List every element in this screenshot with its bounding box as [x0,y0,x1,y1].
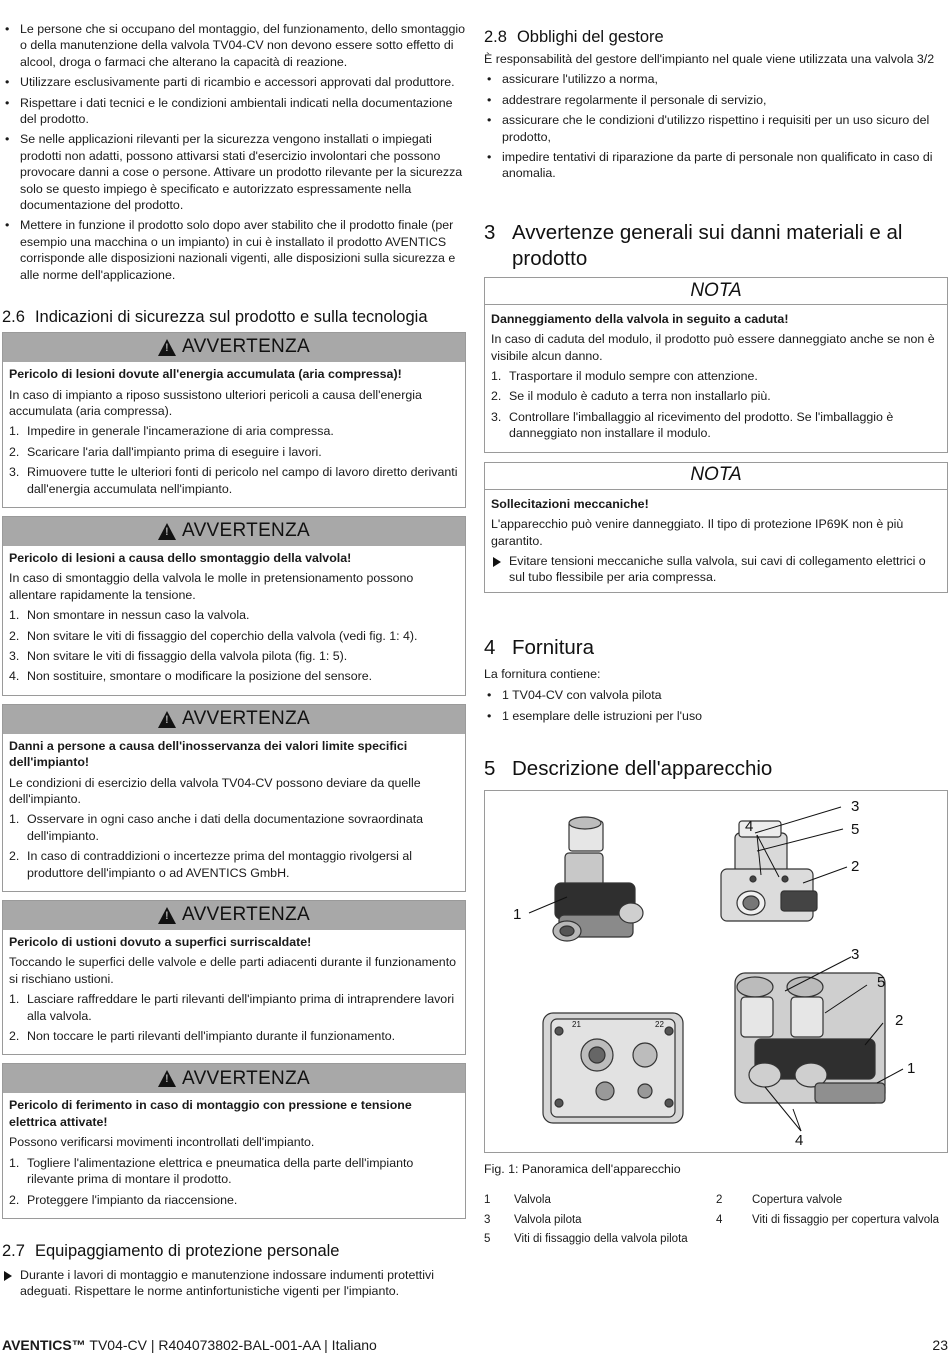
warning-box [2,704,466,892]
device-overview-figure [484,790,948,1153]
chapter-title: Descrizione dell'apparecchio [512,756,773,780]
legend-number: 2 [716,1194,723,1207]
list-item: • addestrare regolarmente il personale di servizio, [484,92,948,108]
callout-label: 1 [907,1059,916,1077]
section-2-7-heading [2,1241,466,1261]
chapter-title: Fornitura [512,635,595,659]
valve-top-view [553,817,817,941]
legend-text: Valvola [514,1194,551,1207]
list-item: • Mettere in funzione il prodotto solo dopo aver stabilito che il prodotto finale (per esempio una macchina o un impianto) in cui è installato il prodotto AVENTICS corrisponde alle disposizioni nazionali vigenti, alle disposizioni sulla sicurezza e alle norme dell'applicazione. [2,217,466,283]
chapter-3-heading [484,220,948,272]
note-text: L'apparecchio può venire danneggiato. Il tipo di protezione IP69K non è più garantito. [491,517,904,548]
warning-text: In caso di smontaggio della valvola le molle in pretensionamento possono allentare rapidamente la tensione. [9,571,414,602]
legend-text: Viti di fissaggio della valvola pilota [514,1233,688,1246]
step-item: 2. Se il modulo è caduto a terra non installarlo più. [491,389,771,404]
page-footer [2,1336,948,1354]
warning-title: Pericolo di ferimento in caso di montaggio con pressione e tensione elettrica attivate! [9,1098,412,1129]
chapter-number: 3 [484,220,496,244]
warning-triangle-icon [158,523,176,540]
right-column [484,0,948,1248]
warning-triangle-icon [158,711,176,728]
section-title: Obblighi del gestore [516,28,664,46]
warning-label: AVVERTENZA [182,520,310,542]
legend-text: Copertura valvole [752,1194,843,1207]
list-item: • assicurare che le condizioni d'utilizzo rispettino i requisiti per un uso sicuro del prodotto, [484,112,948,145]
chapter-number: 5 [484,756,496,780]
step-item: 1. Osservare in ogni caso anche i dati della documentazione sovraordinata dell'impianto. [9,812,424,843]
section-number: 2.6 [2,308,25,327]
section-title: Indicazioni di sicurezza sul prodotto e sulla tecnologia [34,308,428,327]
list-item: • 1 TV04-CV con valvola pilota [484,687,948,703]
legend-number: 5 [484,1233,491,1246]
list-item: • impedire tentativi di riparazione da parte di personale non qualificato in caso di anomalia. [484,149,948,182]
callout-label: 1 [513,905,522,923]
page-number: 23 [932,1337,948,1353]
step-item: 2. Non toccare le parti rilevanti dell'impianto durante il funzionamento. [9,1029,396,1044]
valve-base-plate [543,1013,683,1123]
section-2-6-heading [2,307,466,327]
section-intro: È responsabilità del gestore dell'impianto nel quale viene utilizzata una valvola 3/2 [484,52,935,66]
warning-label: AVVERTENZA [182,336,310,358]
warning-box [2,332,466,508]
note-header: NOTA [485,278,947,305]
note-text: In caso di caduta del modulo, il prodotto può essere danneggiato anche se non è visibile alcun danno. [491,332,935,363]
note-steps [491,368,941,442]
intro-bullet-list [2,21,466,283]
step-item: 2. Scaricare l'aria dall'impianto prima di eseguire i lavori. [9,444,322,459]
figure-legend [484,1192,948,1247]
warning-text: Possono verificarsi movimenti incontrollati dell'impianto. [9,1135,315,1150]
section-number: 2.8 [484,28,507,46]
warning-header [3,333,465,362]
warning-label: AVVERTENZA [182,1067,310,1089]
callout-label: 3 [851,797,860,815]
step-item: 1. Togliere l'alimentazione elettrica e pneumatica della parte dell'impianto rilevante prima di montare il prodotto. [9,1155,414,1187]
operator-duties-list [484,71,948,181]
warning-label: AVVERTENZA [182,708,310,730]
list-item: • Le persone che si occupano del montaggio, del funzionamento, dello smontaggio o della manutenzione della valvola TV04-CV non devono essere sotto effetto di alcool, droga o farmaci che alterano la capacità di reazione. [2,21,466,70]
warning-header [3,705,465,734]
warning-box [2,516,466,696]
device-illustration [485,791,947,1152]
port-label: 21 [572,1019,581,1029]
chapter-title: Avvertenze generali sui danni materiali e al prodotto [512,220,903,270]
note-title: Sollecitazioni meccaniche! [491,496,649,511]
figure-caption: Fig. 1: Panoramica dell'apparecchio [484,1161,681,1176]
section-2-8-heading [484,27,948,47]
step-item: 3. Non svitare le viti di fissaggio della valvola pilota (fig. 1: 5). [9,648,348,663]
callout-label: 4 [795,1131,804,1149]
scope-list [484,687,948,724]
warning-steps [9,607,459,685]
legend-text: Viti di fissaggio per copertura valvola [752,1213,940,1226]
double-valve-view [735,973,885,1103]
warning-header [3,1064,465,1093]
step-item: 1. Lasciare raffreddare le parti rilevanti dell'impianto prima di intraprendere lavori alla valvola. [9,992,455,1023]
legend-number: 1 [484,1194,491,1207]
warning-box [2,1063,466,1218]
warning-text: Toccando le superfici delle valvole e delle parti adiacenti durante il funzionamento si rischiano ustioni. [9,955,457,986]
step-item: 3. Controllare l'imballaggio al ricevimento del prodotto. Se l'imballaggio è danneggiato non installare il modulo. [491,409,894,441]
step-item: 1. Trasportare il modulo sempre con attenzione. [491,369,758,384]
instruction-item: Evitare tensioni meccaniche sulla valvola, sui cavi di collegamento elettrici o sul tubo flessibile per aria compressa. [491,553,941,586]
step-item: 3. Rimuovere tutte le ulteriori fonti di pericolo nel campo di lavoro diretto derivanti dall'energia accumulata nell'impianto. [9,465,458,496]
legend-number: 4 [716,1213,723,1226]
footer-document-id [2,1336,377,1354]
legend-number: 3 [484,1213,491,1226]
warning-steps [9,811,459,881]
warning-triangle-icon [158,1070,176,1087]
brand-name: AVENTICS™ [2,1337,86,1353]
instruction-item: Durante i lavori di montaggio e manutenzione indossare indumenti protettivi adeguati. Rispettare le norme antinfortunistiche vigenti per l'impianto. [2,1267,466,1300]
step-item: 2. Proteggere l'impianto da riaccensione. [9,1192,238,1207]
list-item: • Se nelle applicazioni rilevanti per la sicurezza vengono installati o impiegati prodotti non adatti, possono attivarsi stati d'esercizio involontari che possono provocare danni a cose o persone. Attivare un prodotto rilevante per la sicurezza solo se questo impiego è specificato e autorizzato espressamente nella documentazione del prodotto. [2,131,466,213]
callout-label: 4 [745,817,754,835]
step-item: 2. Non svitare le viti di fissaggio del coperchio della valvola (vedi fig. 1: 4). [9,628,418,643]
scope-intro: La fornitura contiene: [484,666,601,681]
list-item: • Rispettare i dati tecnici e le condizioni ambientali indicati nella documentazione del prodotto. [2,95,466,128]
step-item: 1. Non smontare in nessun caso la valvola. [9,608,250,623]
warning-text: Le condizioni di esercizio della valvola TV04-CV possono deviare da quelle dell'impianto. [9,775,421,806]
warning-triangle-icon [158,907,176,924]
warning-title: Danni a persone a causa dell'inosservanza dei valori limite specifici dell'impianto! [9,738,408,770]
callout-label: 2 [895,1011,904,1029]
note-box [484,277,948,453]
port-label: 22 [655,1019,664,1029]
step-item: 4. Non sostituire, smontare o modificare la posizione del sensore. [9,669,373,684]
warning-steps [9,991,459,1044]
list-item: • Utilizzare esclusivamente parti di ricambio e accessori approvati dal produttore. [2,74,466,90]
section-number: 2.7 [2,1241,25,1260]
section-title: Equipaggiamento di protezione personale [34,1241,340,1260]
warning-header [3,901,465,930]
note-title: Danneggiamento della valvola in seguito a caduta! [491,311,789,326]
warning-title: Pericolo di lesioni dovute all'energia accumulata (aria compressa)! [9,367,402,382]
warning-header [3,517,465,546]
warning-steps [9,1155,459,1208]
list-item: • assicurare l'utilizzo a norma, [484,71,948,87]
note-box [484,462,948,593]
warning-text: In caso di impianto a riposo sussistono ulteriori pericoli a causa dell'energia accumulata (aria compressa). [9,387,422,418]
callout-label: 5 [851,820,860,838]
step-item: 1. Impedire in generale l'incamerazione di aria compressa. [9,424,334,439]
warning-title: Pericolo di lesioni a causa dello smontaggio della valvola! [9,550,352,565]
list-item: • 1 esemplare delle istruzioni per l'uso [484,708,948,724]
warning-label: AVVERTENZA [182,904,310,926]
chapter-4-heading [484,635,948,661]
left-column [2,0,466,1300]
chapter-number: 4 [484,635,496,659]
callout-label: 2 [851,857,860,875]
document-reference: TV04-CV | R404073802-BAL-001-AA | Italiano [85,1337,377,1353]
warning-steps [9,423,459,497]
callout-label: 3 [851,945,860,963]
note-header: NOTA [485,463,947,490]
chapter-5-heading [484,756,948,782]
step-item: 2. In caso di contraddizioni o incertezze prima del montaggio rivolgersi al produttore dell'impianto o ad AVENTICS GmbH. [9,849,412,880]
warning-box [2,900,466,1055]
warning-title: Pericolo di ustioni dovuto a superfici surriscaldate! [9,935,312,950]
warning-triangle-icon [158,339,176,356]
callout-label: 5 [877,973,886,991]
legend-text: Valvola pilota [514,1213,582,1226]
